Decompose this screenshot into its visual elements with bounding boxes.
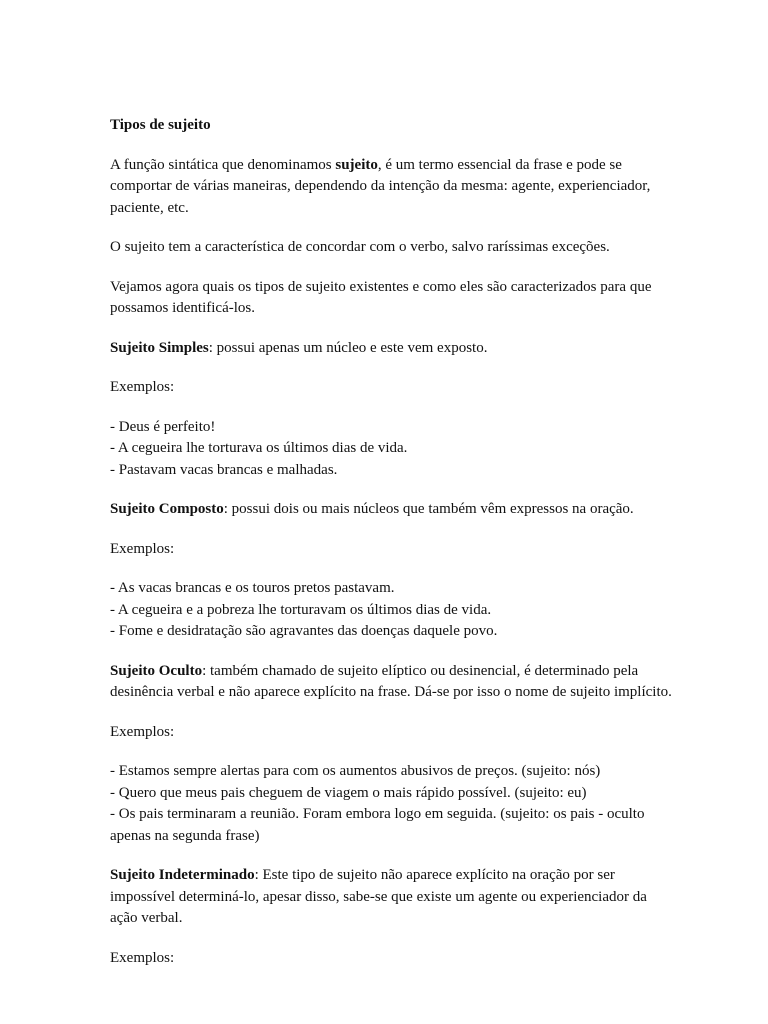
example-item: - Pastavam vacas brancas e malhadas. xyxy=(110,461,338,478)
document-title: Tipos de sujeito xyxy=(110,117,211,133)
intro-text-after: , é um termo essencial da frase e pode se comportar de várias maneiras, dependendo da intenção da mesma: agente, experienciador, paciente, etc. xyxy=(110,156,651,216)
example-item: - Fome e desidratação são agravantes das doenças daquele povo. xyxy=(110,623,498,639)
example-item: - Quero que meus pais cheguem de viagem o mais rápido possível. (sujeito: eu) xyxy=(110,784,587,801)
term-sujeito-oculto: Sujeito Oculto xyxy=(110,662,203,679)
section-sujeito-indeterminado xyxy=(110,865,678,930)
examples-list-simples xyxy=(110,417,678,482)
example-item: - Os pais terminaram a reunião. Foram embora logo em seguida. (sujeito: os pais - oculto apenas na segunda frase) xyxy=(110,806,645,844)
paragraph-vejamos: Vejamos agora quais os tipos de sujeito existentes e como eles são caracterizados para que possamos identificá-los. xyxy=(110,278,652,316)
definition-sujeito-indeterminado: : Este tipo de sujeito não aparece explícito na oração por ser impossível determiná-lo, apesar disso, sabe-se que existe um agente ou experienciador da ação verbal. xyxy=(110,867,647,926)
paragraph-concordancia: O sujeito tem a característica de concordar com o verbo, salvo raríssimas exceções. xyxy=(110,239,610,255)
examples-list-oculto xyxy=(110,761,678,847)
section-sujeito-composto xyxy=(110,499,678,521)
term-sujeito-composto: Sujeito Composto xyxy=(110,501,224,517)
examples-label-indeterminado: Exemplos: xyxy=(110,949,175,966)
examples-label-oculto: Exemplos: xyxy=(110,723,175,740)
term-sujeito-indeterminado: Sujeito Indeterminado xyxy=(110,867,255,883)
example-item: - Estamos sempre alertas para com os aumentos abusivos de preços. (sujeito: nós) xyxy=(110,763,601,779)
examples-label-composto: Exemplos: xyxy=(110,540,175,557)
section-sujeito-oculto xyxy=(110,661,678,704)
intro-bold-term: sujeito xyxy=(335,156,378,173)
examples-label-simples: Exemplos: xyxy=(110,379,175,395)
examples-list-composto xyxy=(110,578,678,643)
definition-sujeito-composto: : possui dois ou mais núcleos que também vêm expressos na oração. xyxy=(223,501,634,517)
definition-sujeito-simples: : possui apenas um núcleo e este vem exposto. xyxy=(208,339,488,356)
example-item: - A cegueira lhe torturava os últimos dias de vida. xyxy=(110,440,408,456)
intro-paragraph xyxy=(110,155,678,220)
section-sujeito-simples xyxy=(110,338,678,360)
example-item: - Deus é perfeito! xyxy=(110,418,216,435)
intro-text-before: A função sintática que denominamos xyxy=(110,156,336,173)
term-sujeito-simples: Sujeito Simples xyxy=(110,339,209,356)
definition-sujeito-oculto: : também chamado de sujeito elíptico ou desinencial, é determinado pela desinência verbal e não aparece explícito na frase. Dá-se por isso o nome de sujeito implícito. xyxy=(110,662,672,700)
example-item: - A cegueira e a pobreza lhe torturavam os últimos dias de vida. xyxy=(110,601,492,618)
example-item: - As vacas brancas e os touros pretos pastavam. xyxy=(110,580,395,596)
